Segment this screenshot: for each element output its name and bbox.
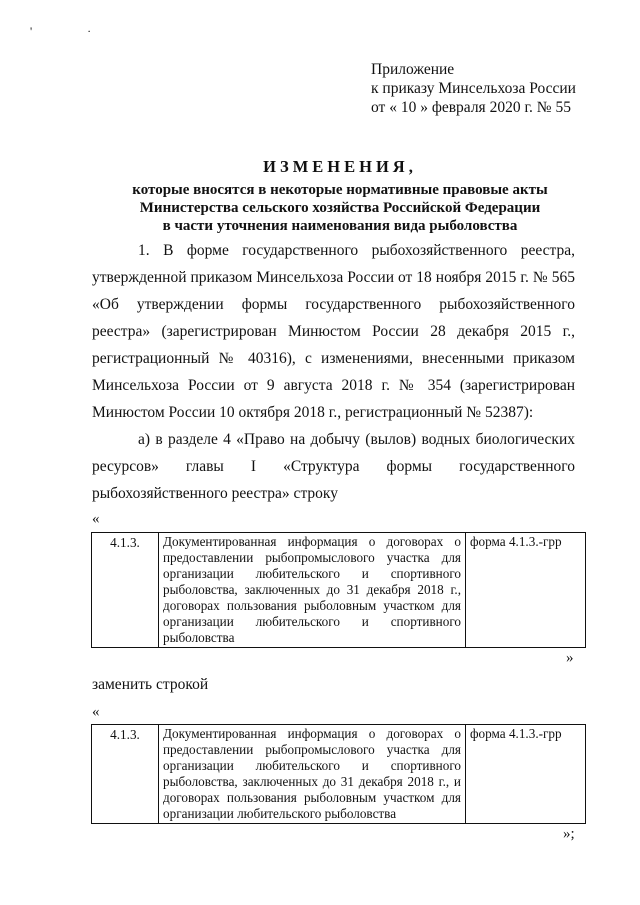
row-number: 4.1.3.	[92, 725, 159, 824]
row-description: Документированная информация о договорах о предоставлении рыбопромыслового участка для организации любительского и спортивного рыболовства, заключенных до 31 декабря 2018 г., и договорах пользования рыболовным участком для организации любительского рыболовства	[159, 725, 466, 824]
paragraph-1: 1. В форме государственного рыбохозяйственного реестра, утвержденной приказом Минсельхоза России от 18 ноября 2015 г. № 565 «Об утверждении формы государственного рыбохозяйственного реестра» (зарегистрирован Минюстом России 28 декабря 2015 г., регистрационный № 40316), с изменениями, внесенными приказом Минсельхоза России от 9 августа 2018 г. № 354 (зарегистрирован Минюстом России 10 октября 2018 г., регистрационный № 52387):	[92, 242, 575, 421]
annex-line-3: от « 10 » февраля 2020 г. № 55	[371, 99, 571, 116]
row-form: форма 4.1.3.-грр	[466, 725, 586, 824]
annex-header	[371, 60, 576, 117]
quote-close-2: »;	[563, 826, 575, 842]
quote-open-1: «	[92, 511, 100, 527]
scan-marks: ' ·	[30, 24, 118, 38]
table-replacement-row	[91, 724, 586, 824]
paragraph-2: а) в разделе 4 «Право на добычу (вылов) водных биологических ресурсов» главы I «Структура формы государственного рыбохозяйственного реестра» строку	[92, 431, 575, 502]
title-line-2: Министерства сельского хозяйства Российской Федерации	[139, 200, 541, 216]
quote-open-2: «	[92, 704, 100, 720]
replace-instruction: заменить строкой	[92, 676, 209, 693]
title-heading: ИЗМЕНЕНИЯ,	[263, 157, 417, 176]
table-row	[92, 725, 586, 824]
title-line-1: которые вносятся в некоторые нормативные правовые акты	[132, 182, 548, 198]
table-row	[92, 533, 586, 648]
row-number: 4.1.3.	[92, 533, 159, 648]
document-title	[100, 158, 580, 235]
annex-line-1: Приложение	[371, 61, 455, 78]
row-form: форма 4.1.3.-грр	[466, 533, 586, 648]
row-description: Документированная информация о договорах о предоставлении рыбопромыслового участка для организации любительского и спортивного рыболовства, заключенных до 31 декабря 2018 г., договорах пользования рыболовным участком для организации любительского и спортивного рыболовства	[159, 533, 466, 648]
table-original-row	[91, 532, 586, 648]
title-line-3: в части уточнения наименования вида рыболовства	[162, 218, 518, 234]
quote-close-1: »	[566, 650, 574, 666]
annex-line-2: к приказу Минсельхоза России	[371, 80, 576, 97]
